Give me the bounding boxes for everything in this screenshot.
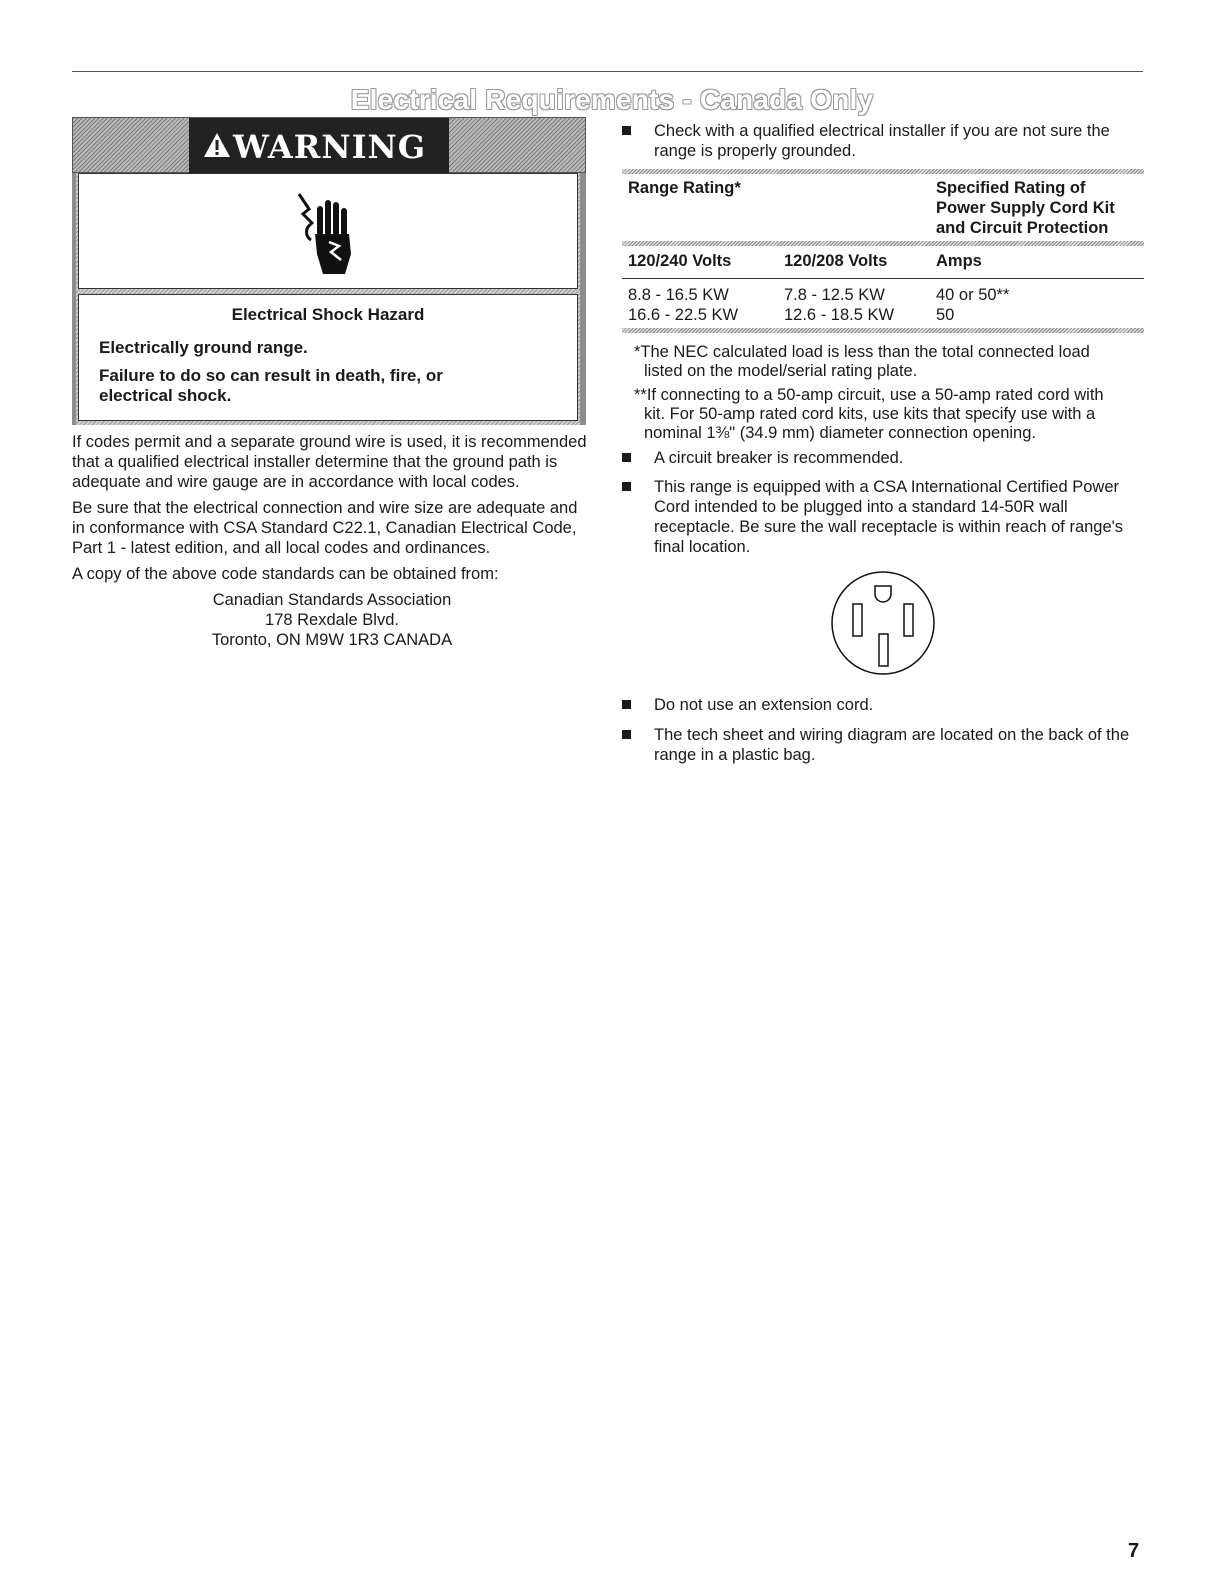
electric-shock-hand-icon [279, 184, 379, 284]
address-line: 178 Rexdale Blvd. [265, 611, 399, 629]
bullet-item [622, 477, 1152, 557]
table-cell: 50 [936, 306, 955, 324]
warning-text-panel [78, 294, 578, 421]
table-header-rule [622, 278, 1144, 279]
bullet-text: Check with a qualified electrical installer if you are not sure the range is properly grounded. [654, 122, 1110, 160]
bullet-square-icon [622, 482, 631, 491]
hazard-consequence-line-1: Failure to do so can result in death, fire, or [99, 366, 443, 385]
bullet-text: The tech sheet and wiring diagram are located on the back of the range in a plastic bag. [654, 726, 1130, 764]
csa-standard-paragraph: Be sure that the electrical connection and wire size are adequate and in conformance with CSA Standard C22.1, Canadian Electrical Code, Part 1 - latest edition, and all local codes and ordinances. [72, 499, 578, 557]
column-header-208v: 120/208 Volts [784, 252, 888, 270]
bullet-text: Do not use an extension cord. [654, 696, 874, 714]
footnote-line: *The NEC calculated load is less than the total connected load [634, 343, 1090, 361]
hazard-consequence-line-2: electrical shock. [99, 386, 232, 405]
bullet-item [622, 121, 1152, 161]
bullet-square-icon [622, 730, 631, 739]
address-block [72, 590, 592, 650]
nec-footnote [634, 343, 1144, 381]
footnote-line: kit. For 50-amp rated cord kits, use kits that specify use with a [644, 405, 1096, 423]
ground-wire-paragraph: If codes permit and a separate ground wire is used, it is recommended that a qualified electrical installer determine that the ground path is adequate and wire gauge are in accordance with local codes. [72, 433, 587, 491]
table-cell: 16.6 - 22.5 KW [628, 306, 739, 324]
bullet-text: A circuit breaker is recommended. [654, 449, 904, 467]
code-copy-paragraph: A copy of the above code standards can be obtained from: [72, 565, 499, 583]
warning-body [72, 173, 586, 425]
warning-icon-panel [78, 173, 578, 289]
column-header-amps: Amps [936, 252, 982, 270]
fifty-amp-footnote [634, 386, 1144, 443]
address-line: Toronto, ON M9W 1R3 CANADA [211, 631, 453, 649]
page-number: 7 [1128, 1540, 1140, 1562]
bullet-square-icon [622, 700, 631, 709]
bullet-text: This range is equipped with a CSA International Certified Power Cord intended to be plugged into a standard 14-50R wall receptacle. Be sure the wall receptacle is within reach of range's final location. [654, 478, 1124, 556]
table-header-hatch [622, 241, 1144, 246]
range-rating-header: Range Rating* [628, 179, 741, 197]
table-cell: 40 or 50** [936, 286, 1010, 304]
receptacle-14-50r-icon [828, 570, 938, 680]
specified-rating-header-line-1: Specified Rating of [936, 179, 1086, 197]
address-line: Canadian Standards Association [212, 591, 452, 609]
table-top-hatch [622, 169, 1144, 174]
page-title: Electrical Requirements - Canada Only [350, 84, 874, 115]
table-cell: 7.8 - 12.5 KW [784, 286, 885, 304]
footnote-line: listed on the model/serial rating plate. [644, 362, 918, 380]
warning-triangle-icon [203, 132, 231, 158]
bullet-item [622, 725, 1152, 765]
table-cell: 12.6 - 18.5 KW [784, 306, 895, 324]
warning-box [72, 117, 586, 425]
table-bottom-hatch [622, 328, 1144, 333]
bullet-square-icon [622, 126, 631, 135]
warning-title [203, 128, 426, 166]
top-rule [72, 71, 1143, 72]
specified-rating-header-line-3: and Circuit Protection [936, 219, 1109, 237]
column-header-240v: 120/240 Volts [628, 252, 732, 270]
bullet-item [622, 448, 1152, 468]
hazard-title: Electrical Shock Hazard [231, 305, 425, 324]
specified-rating-header-line-2: Power Supply Cord Kit [936, 199, 1115, 217]
left-column [72, 432, 592, 650]
bullet-square-icon [622, 453, 631, 462]
warning-header [72, 117, 586, 173]
hazard-instruction: Electrically ground range. [99, 338, 308, 357]
footnote-line: nominal 1⅜" (34.9 mm) diameter connection opening. [644, 424, 1036, 442]
table-cell: 8.8 - 16.5 KW [628, 286, 729, 304]
warning-label: WARNING [233, 128, 427, 166]
footnote-line: **If connecting to a 50-amp circuit, use a 50-amp rated cord with [634, 386, 1104, 404]
bullet-item [622, 695, 1152, 715]
